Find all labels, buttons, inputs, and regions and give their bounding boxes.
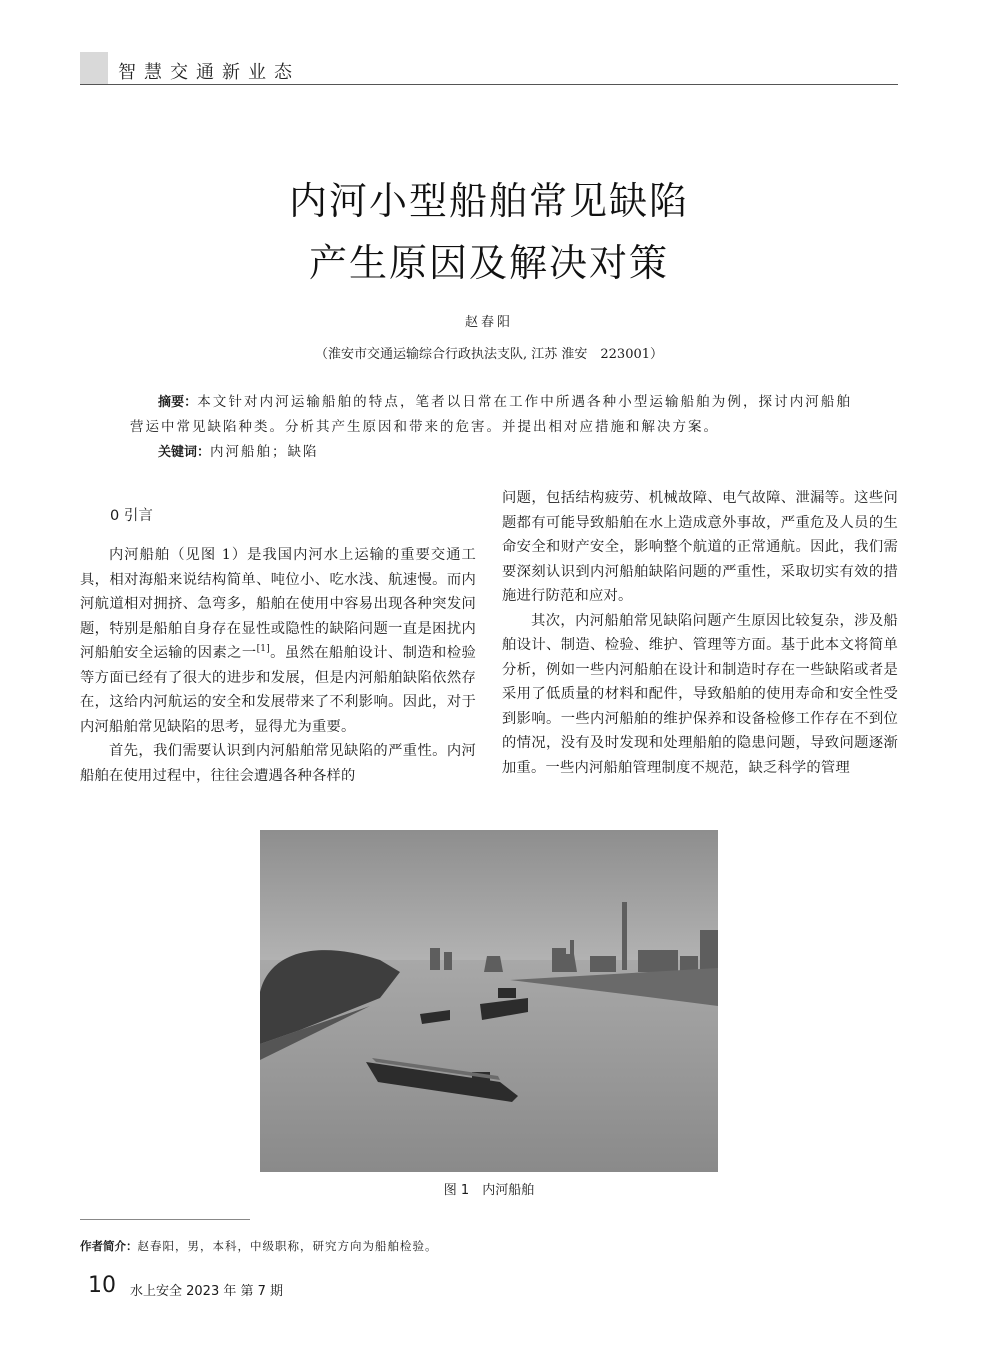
running-header bbox=[80, 52, 898, 86]
footnote-label: 作者简介： bbox=[80, 1239, 138, 1253]
right-paragraph-1: 问题，包括结构疲劳、机械故障、电气故障、泄漏等。这些问题都有可能导致船舶在水上造成意外事故，严重危及人员的生命安全和财产安全，影响整个航道的正常通航。因此，我们需要深刻认识到内河船舶缺陷问题的严重性，采取切实有效的措施进行防范和应对。 bbox=[502, 490, 898, 604]
figure-caption: 图 1 内河船舶 bbox=[443, 1183, 535, 1198]
header-rule bbox=[80, 84, 898, 85]
section-heading-introduction: 0 引言 bbox=[110, 508, 153, 524]
abstract bbox=[130, 390, 852, 439]
paper-title-line-1: 内河小型船舶常见缺陷 bbox=[288, 179, 689, 223]
figure-river-barges-photo bbox=[260, 830, 718, 1172]
author-name: 赵春阳 bbox=[464, 315, 513, 330]
journal-issue: 水上安全 2023 年 第 7 期 bbox=[130, 1284, 284, 1299]
author-bio-footnote bbox=[80, 1238, 438, 1254]
right-column bbox=[502, 486, 898, 780]
left-p1-text-b: 。虽然在船舶设计、制造和检验等方面已经有了很大的进步和发展，但是内河船舶缺陷依然存在，这给内河航运的安全和发展带来了不利影响。因此，对于内河船舶常见缺陷的思考，显得尤为重要。 bbox=[80, 645, 476, 735]
keywords bbox=[158, 440, 319, 460]
left-paragraph-2: 首先，我们需要认识到内河船舶常见缺陷的严重性。内河船舶在使用过程中，往往会遭遇各种各样的 bbox=[80, 743, 476, 784]
keywords-text: 内河船舶；缺陷 bbox=[210, 444, 319, 460]
paper-title-line-2: 产生原因及解决对策 bbox=[308, 241, 669, 285]
left-paragraph-1 bbox=[80, 543, 476, 739]
page-number: 10 bbox=[88, 1273, 116, 1298]
keywords-label: 关键词： bbox=[158, 445, 211, 460]
right-paragraph-2: 其次，内河船舶常见缺陷问题产生原因比较复杂，涉及船舶设计、制造、检验、维护、管理等方面。基于此本文将简单分析，例如一些内河船舶在设计和制造时存在一些缺陷或者是采用了低质量的材料和配件，导致船舶的使用寿命和安全性受到影响。一些内河船舶的维护保养和设备检修工作存在不到位的情况，没有及时发现和处理船舶的隐患问题，导致问题逐渐加重。一些内河船舶管理制度不规范，缺乏科学的管理 bbox=[502, 612, 898, 776]
header-section-title: 智慧交通新业态 bbox=[118, 62, 300, 83]
header-gray-block bbox=[80, 52, 108, 84]
left-column bbox=[80, 543, 476, 788]
abstract-label: 摘要： bbox=[158, 395, 198, 410]
footnote-rule bbox=[80, 1219, 250, 1220]
left-p1-text-a: 内河船舶（见图 1）是我国内河水上运输的重要交通工具，相对海船来说结构简单、吨位小、吃水浅、航速慢。而内河航道相对拥挤、急弯多，船舶在使用中容易出现各种突发问题，特别是船舶自身存在显性或隐性的缺陷问题一直是困扰内河船舶安全运输的因素之一 bbox=[80, 547, 476, 661]
river-photo-illustration bbox=[260, 830, 718, 1172]
author-affiliation: （淮安市交通运输综合行政执法支队, 江苏 淮安 223001） bbox=[314, 347, 664, 362]
footnote-text: 赵春阳，男，本科，中级职称，研究方向为船舶检验。 bbox=[137, 1239, 438, 1253]
reference-mark: [1] bbox=[256, 644, 270, 655]
abstract-text: 本文针对内河运输船舶的特点，笔者以日常在工作中所遇各种小型运输船舶为例，探讨内河船舶营运中常见缺陷种类。分析其产生原因和带来的危害。并提出相对应措施和解决方案。 bbox=[130, 394, 852, 435]
